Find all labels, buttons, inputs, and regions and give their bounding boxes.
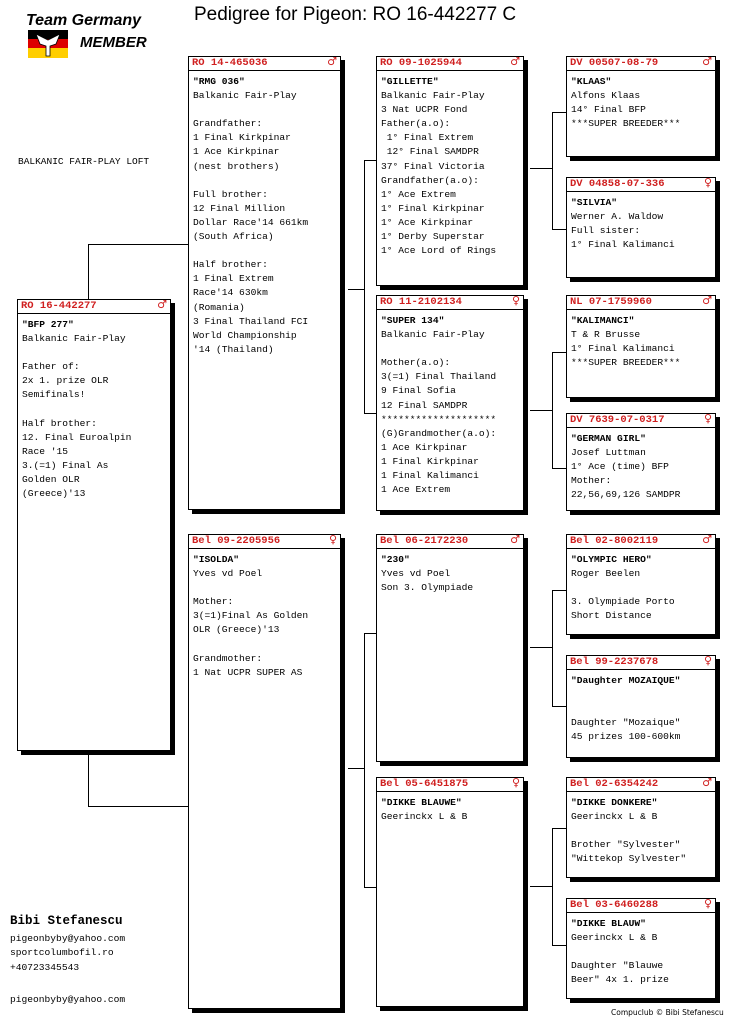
- team-germany-logo: [22, 12, 172, 58]
- info-line: 12. Final Euroalpin: [22, 431, 132, 443]
- info-line: ***SUPER BREEDER***: [571, 118, 681, 130]
- info-line: Balkanic Fair-Play: [22, 333, 126, 345]
- info-line: Mother(a.o):: [381, 357, 451, 369]
- info-line: Geerinckx L & B: [571, 932, 658, 944]
- loft-name: BALKANIC FAIR-PLAY LOFT: [18, 156, 150, 167]
- info-line: 1 Final Extrem: [193, 273, 274, 285]
- info-line: [571, 702, 711, 716]
- ring-number: Bel 06-2172230: [380, 535, 469, 547]
- pigeon-card-dsd[interactable]: [566, 655, 716, 758]
- info-line: Balkanic Fair-Play: [381, 329, 485, 341]
- info-line: 1° Ace Lord of Rings: [381, 245, 497, 257]
- female-sex-icon: ♀: [703, 176, 712, 189]
- pigeon-card-sire-sire[interactable]: [376, 56, 524, 286]
- connector: [552, 945, 567, 946]
- info-line: 1° Final Kalimanci: [571, 343, 675, 355]
- info-line: World Championship: [193, 329, 297, 341]
- info-line: Father of:: [22, 361, 80, 373]
- info-line: Race '15: [22, 445, 69, 457]
- ring-number: NL 07-1759960: [570, 296, 652, 308]
- connector: [348, 768, 365, 769]
- info-line: 3.(=1) Final As: [22, 459, 109, 471]
- breeder-email-secondary[interactable]: pigeonbyby@yahoo.com: [10, 994, 126, 1005]
- info-line: 45 prizes 100-600km: [571, 731, 681, 743]
- connector: [552, 706, 567, 707]
- info-line: Short Distance: [571, 610, 652, 622]
- pigeon-card-ddd[interactable]: [566, 898, 716, 999]
- info-line: 1 Final Kalimanci: [381, 470, 479, 482]
- connector: [88, 806, 189, 807]
- info-line: Yves vd Poel: [381, 568, 451, 580]
- info-line: 22,56,69,126 SAMDPR: [571, 489, 681, 501]
- connector: [552, 468, 567, 469]
- info-line: 3 Nat UCPR Fond: [381, 104, 468, 116]
- info-line: Grandmother:: [193, 652, 263, 664]
- pigeon-info: [381, 328, 519, 497]
- connector: [552, 828, 553, 946]
- info-line: Half brother:: [193, 259, 268, 271]
- pigeon-name: "Daughter MOZAIQUE": [571, 675, 681, 686]
- female-sex-icon: ♀: [703, 654, 712, 667]
- female-sex-icon: ♀: [703, 897, 712, 910]
- info-line: [571, 824, 711, 838]
- male-sex-icon: ♂: [702, 776, 712, 789]
- ring-number: Bel 09-2205956: [192, 535, 281, 547]
- pigeon-name: "SILVIA": [571, 197, 618, 208]
- info-line: 12 Final Million: [193, 202, 286, 214]
- info-line: [193, 244, 336, 258]
- connector: [552, 352, 553, 469]
- pigeon-name: "DIKKE DONKERE": [571, 797, 658, 808]
- info-line: Grandfather:: [193, 118, 263, 130]
- info-line: 3(=1)Final As Golden: [193, 610, 309, 622]
- info-line: Balkanic Fair-Play: [381, 90, 485, 102]
- footer-credit: Compuclub © Bibi Stefanescu: [611, 1008, 724, 1017]
- ring-number: RO 14-465036: [192, 57, 268, 69]
- ring-number: DV 04858-07-336: [570, 178, 665, 190]
- connector: [552, 229, 567, 230]
- info-line: (Romania): [193, 301, 245, 313]
- pigeon-card-dam[interactable]: [188, 534, 341, 1009]
- ring-number: Bel 02-6354242: [570, 778, 659, 790]
- pigeon-name: "DIKKE BLAUW": [571, 918, 646, 929]
- pigeon-info: [193, 89, 336, 357]
- info-line: "Wittekop Sylvester": [571, 853, 687, 865]
- pigeon-name: "RMG 036": [193, 76, 245, 87]
- info-line: Semifinals!: [22, 389, 86, 401]
- ring-number: RO 16-442277: [21, 300, 97, 312]
- pigeon-info: [381, 810, 519, 824]
- female-sex-icon: ♀: [703, 412, 712, 425]
- info-line: Grandfather(a.o):: [381, 174, 479, 186]
- pigeon-info: [571, 328, 711, 370]
- pigeon-name: "OLYMPIC HERO": [571, 554, 652, 565]
- connector: [552, 112, 553, 230]
- info-line: Werner A. Waldow: [571, 211, 664, 223]
- info-line: [571, 945, 711, 959]
- info-line: OLR (Greece)'13: [193, 624, 280, 636]
- connector: [552, 828, 567, 829]
- info-line: '14 (Thailand): [193, 343, 274, 355]
- pigeon-card-sdd[interactable]: [566, 413, 716, 511]
- pigeon-info: [571, 89, 711, 131]
- pigeon-info: [193, 567, 336, 680]
- connector: [88, 244, 89, 300]
- connector: [552, 352, 567, 353]
- info-line: Mother:: [571, 475, 612, 487]
- info-line: [193, 581, 336, 595]
- ring-number: DV 7639-07-0317: [570, 414, 665, 426]
- pigeon-info: [571, 810, 711, 866]
- info-line: 1° Ace Kirkpinar: [381, 216, 474, 228]
- pigeon-info: [381, 89, 519, 258]
- info-line: (Greece)'13: [22, 488, 86, 500]
- info-line: Race'14 630km: [193, 287, 268, 299]
- info-line: [571, 688, 711, 702]
- pigeon-name: "ISOLDA": [193, 554, 240, 565]
- info-line: 1 Ace Kirkpinar: [381, 441, 468, 453]
- ring-number: RO 09-1025944: [380, 57, 462, 69]
- pigeon-name: "GILLETTE": [381, 76, 439, 87]
- connector: [364, 160, 365, 414]
- connector: [530, 886, 553, 887]
- info-line: [193, 103, 336, 117]
- page-title: Pedigree for Pigeon: RO 16-442277 C: [194, 4, 517, 25]
- male-sex-icon: ♂: [702, 55, 712, 68]
- connector: [88, 750, 89, 806]
- pigeon-card-dam-dam[interactable]: [376, 777, 524, 1007]
- info-line: Alfons Klaas: [571, 90, 641, 102]
- info-line: 1° Final Kirkpinar: [381, 202, 485, 214]
- info-line: Balkanic Fair-Play: [193, 90, 297, 102]
- ring-number: DV 00507-08-79: [570, 57, 659, 69]
- male-sex-icon: ♂: [702, 533, 712, 546]
- pigeon-info: [571, 688, 711, 744]
- info-line: Josef Luttman: [571, 447, 646, 459]
- info-line: Brother "Sylvester": [571, 839, 681, 851]
- info-line: 1 Nat UCPR SUPER AS: [193, 666, 303, 678]
- pigeon-name: "KLAAS": [571, 76, 612, 87]
- male-sex-icon: ♂: [157, 298, 167, 311]
- pigeon-info: [381, 567, 519, 595]
- pigeon-name: "GERMAN GIRL": [571, 433, 646, 444]
- pigeon-name: "230": [381, 554, 410, 565]
- info-line: Yves vd Poel: [193, 568, 263, 580]
- info-line: 1 Final Kirkpinar: [381, 455, 479, 467]
- pigeon-card-dds[interactable]: [566, 777, 716, 878]
- info-line: Dollar Race'14 661km: [193, 216, 309, 228]
- ring-number: Bel 99-2237678: [570, 656, 659, 668]
- pigeon-name: "DIKKE BLAUWE": [381, 797, 462, 808]
- connector: [552, 590, 553, 707]
- connector: [348, 289, 365, 290]
- connector: [552, 112, 567, 113]
- info-line: Father(a.o):: [381, 118, 451, 130]
- pigeon-card-subject[interactable]: [17, 299, 171, 751]
- pigeon-card-sire-dam[interactable]: [376, 295, 524, 511]
- info-line: 2x 1. prize OLR: [22, 375, 109, 387]
- info-line: ********************: [381, 413, 497, 425]
- info-line: 14° Final BFP: [571, 104, 646, 116]
- connector: [552, 590, 567, 591]
- info-line: [193, 638, 336, 652]
- info-line: 1° Final Extrem: [381, 132, 474, 144]
- info-line: ***SUPER BREEDER***: [571, 357, 681, 369]
- ring-number: RO 11-2102134: [380, 296, 462, 308]
- breeder-phone: +40723345543: [10, 961, 80, 973]
- info-line: 1 Ace Extrem: [381, 484, 451, 496]
- connector: [364, 633, 365, 888]
- info-line: Daughter "Blauwe: [571, 960, 664, 972]
- pigeon-info: [22, 332, 166, 501]
- info-line: Daughter "Mozaique": [571, 717, 681, 729]
- info-line: 1 Final Kirkpinar: [193, 132, 291, 144]
- info-line: 1° Derby Superstar: [381, 231, 485, 243]
- info-line: Geerinckx L & B: [571, 811, 658, 823]
- info-line: Full brother:: [193, 188, 268, 200]
- info-line: Golden OLR: [22, 474, 80, 486]
- ring-number: Bel 02-8002119: [570, 535, 659, 547]
- connector: [88, 244, 189, 245]
- pigeon-info: [571, 210, 711, 252]
- connector: [530, 168, 553, 169]
- pigeon-card-ssd[interactable]: [566, 177, 716, 278]
- breeder-email[interactable]: pigeonbyby@yahoo.com: [10, 933, 126, 944]
- info-line: [381, 342, 519, 356]
- pigeon-card-sss[interactable]: [566, 56, 716, 157]
- logo-line1: Team Germany: [26, 12, 142, 29]
- male-sex-icon: ♂: [510, 533, 520, 546]
- info-line: Mother:: [193, 596, 234, 608]
- female-sex-icon: ♀: [328, 533, 337, 546]
- connector: [530, 410, 553, 411]
- pigeon-name: "SUPER 134": [381, 315, 445, 326]
- info-line: [193, 174, 336, 188]
- female-sex-icon: ♀: [511, 776, 520, 789]
- info-line: Beer" 4x 1. prize: [571, 974, 669, 986]
- info-line: 1° Ace (time) BFP: [571, 461, 669, 473]
- pigeon-card-dam-sire[interactable]: [376, 534, 524, 762]
- pigeon-card-sds[interactable]: [566, 295, 716, 398]
- ring-number: Bel 03-6460288: [570, 899, 659, 911]
- female-sex-icon: ♀: [511, 294, 520, 307]
- male-sex-icon: ♂: [510, 55, 520, 68]
- info-line: 3(=1) Final Thailand: [381, 371, 497, 383]
- pigeon-card-sire[interactable]: [188, 56, 341, 510]
- info-line: Full sister:: [571, 225, 641, 237]
- breeder-name: Bibi Stefanescu: [10, 914, 123, 928]
- info-line: [571, 581, 711, 595]
- info-line: (nest brothers): [193, 160, 280, 172]
- info-line: 3 Final Thailand FCI: [193, 315, 309, 327]
- pigeon-info: [571, 446, 711, 502]
- info-line: 1 Ace Kirkpinar: [193, 146, 280, 158]
- male-sex-icon: ♂: [702, 294, 712, 307]
- info-line: 37° Final Victoria: [381, 160, 485, 172]
- breeder-website[interactable]: sportcolumbofil.ro: [10, 947, 114, 959]
- info-line: Roger Beelen: [571, 568, 641, 580]
- connector: [530, 647, 553, 648]
- pigeon-card-dss[interactable]: [566, 534, 716, 635]
- pigeon-name: "BFP 277": [22, 319, 74, 330]
- pigeon-name: "KALIMANCI": [571, 315, 635, 326]
- info-line: Son 3. Olympiade: [381, 582, 474, 594]
- info-line: [22, 403, 166, 417]
- info-line: 9 Final Sofia: [381, 385, 456, 397]
- info-line: 3. Olympiade Porto: [571, 596, 675, 608]
- info-line: [22, 346, 166, 360]
- ring-number: Bel 05-6451875: [380, 778, 469, 790]
- info-line: Geerinckx L & B: [381, 811, 468, 823]
- logo-line2: MEMBER: [80, 34, 147, 51]
- info-line: Half brother:: [22, 417, 97, 429]
- info-line: 1° Ace Extrem: [381, 188, 456, 200]
- pigeon-info: [571, 931, 711, 987]
- info-line: (South Africa): [193, 231, 274, 243]
- pigeon-info: [571, 567, 711, 623]
- info-line: (G)Grandmother(a.o):: [381, 427, 497, 439]
- info-line: 12 Final SAMDPR: [381, 399, 468, 411]
- info-line: 12° Final SAMDPR: [381, 146, 479, 158]
- male-sex-icon: ♂: [327, 55, 337, 68]
- info-line: T & R Brusse: [571, 329, 641, 341]
- info-line: 1° Final Kalimanci: [571, 239, 675, 251]
- breeder-contact: [10, 914, 126, 1005]
- german-eagle-flag-icon: [28, 30, 68, 58]
